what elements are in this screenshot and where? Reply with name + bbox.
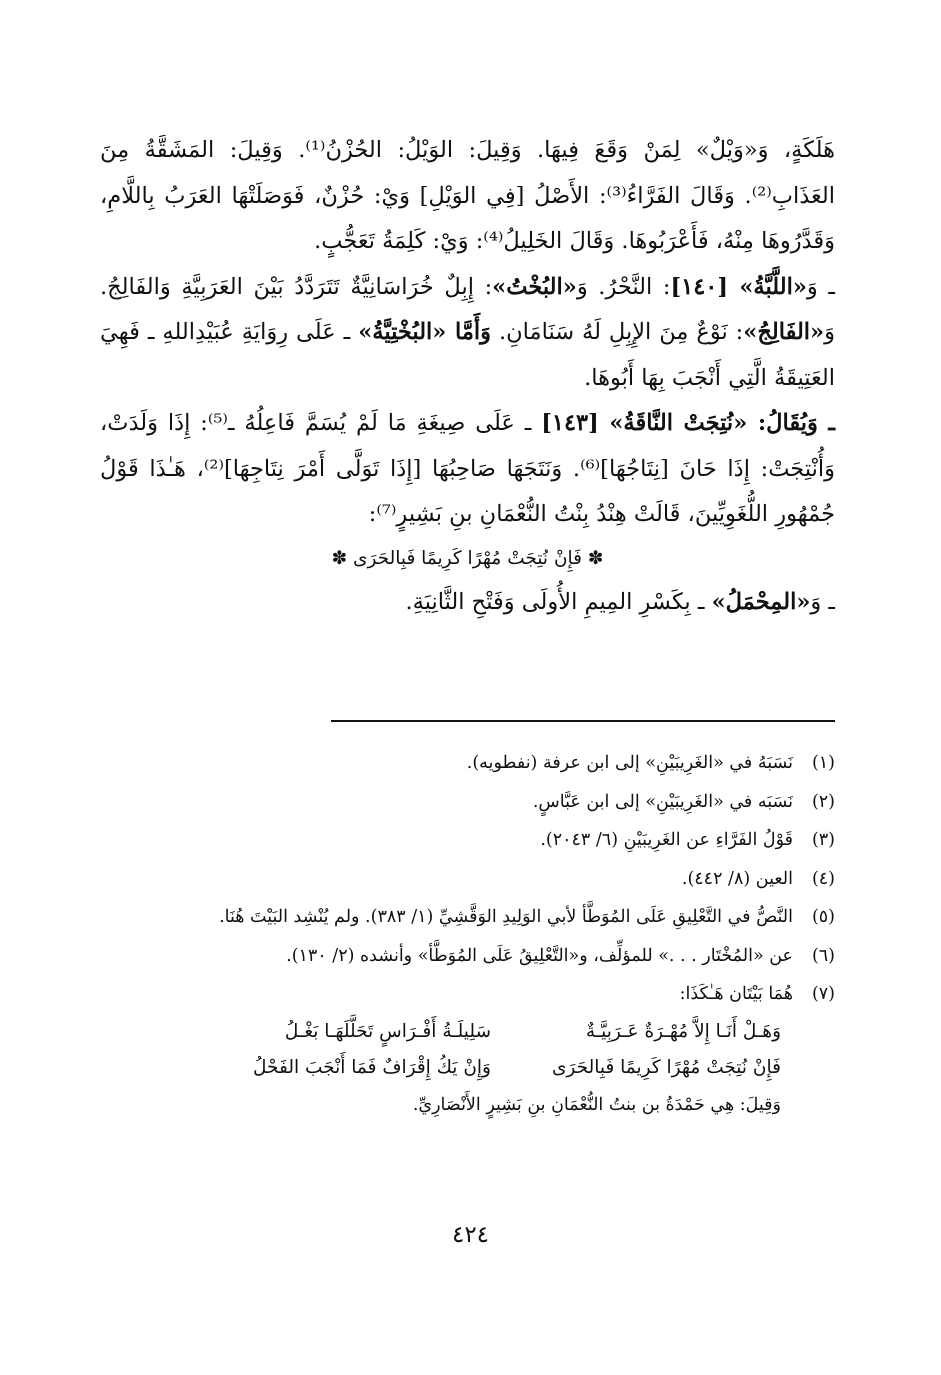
footnote-text: عن «المُخْتَار . . .» للمؤلِّف، و«التَّعْلِيقُ عَلَى المُوَطَّأ» وأنشده (٢/ ١٣٠). xyxy=(286,945,793,966)
poem-first-hemistich: وَهَـلْ أَنَـا إِلاَّ مُهْـرَةٌ عَـرَبِيَّـةٌ xyxy=(585,1020,781,1042)
paragraph-allabbah xyxy=(100,265,835,402)
paragraph-almihmal xyxy=(100,580,835,626)
entry-term-allabbah: «اللَّبَّةُ» xyxy=(739,273,807,300)
footnote-text: العين (٨/ ٤٤٢). xyxy=(681,868,793,889)
paragraph-intro: ـ وَيُقَالُ: xyxy=(747,410,835,436)
footnotes xyxy=(120,744,835,1124)
footnote-text: هُمَا بَيْتَان هَـٰكَذَا: xyxy=(679,984,793,1004)
main-text xyxy=(100,128,835,625)
definition-text: : إِبِلٌ خُرَاسَانِيَّةٌ تَتَرَدَّدُ بَيْنَ العَرَبِيَّةِ وَالفَالِجُ. وَ xyxy=(100,273,835,345)
footnote xyxy=(120,937,835,976)
verse-quote: ✽ فَإِنْ نُتِجَتْ مُهْرًا كَرِيمًا فَبِالحَرَى ✽ xyxy=(331,547,604,569)
paragraph-intro: ـ وَ xyxy=(810,588,835,615)
footnote-text: قَوْلُ الفَرَّاءِ عن الغَرِيبَيْنِ (٦/ ٢٠٤٣). xyxy=(540,830,793,850)
footnote-number: (١) xyxy=(811,753,835,773)
footnote-number: (٦) xyxy=(811,945,835,966)
footnote-number: (٥) xyxy=(811,907,835,927)
footnote-text: نَسَبَه في «الغَرِيبَيْنِ» إلى ابن عَبَّاسٍ. xyxy=(532,791,793,812)
definition-text: ـ عَلَى رِوَايَةِ عُبَيْدِاللهِ ـ فَهِيَ العَتِيقَةُ الَّتِي أَنْجَبَ بِهَا أَبُوهَا. xyxy=(100,319,835,391)
entry-term-albukhtiyyah: وَأَمَّا «البُخْتِيَّةُ» xyxy=(358,319,492,345)
entry-term-nutijat: «نُتِجَتْ النَّاقَةُ» [١٤٣] xyxy=(541,410,748,436)
definition-text: ـ بِكَسْرِ المِيمِ الأُولَى وَفَتْحِ الثَّانِيَةِ. xyxy=(405,588,712,615)
footnote-number: (٣) xyxy=(811,830,835,850)
footnote xyxy=(120,898,835,937)
poem-line xyxy=(120,1050,781,1086)
definition-text: : نَوْعٌ مِنَ الإِبِلِ لَهُ سَنَامَانِ. xyxy=(491,319,744,345)
poem-line xyxy=(120,1014,781,1050)
paragraph-intro: ـ وَ xyxy=(806,273,835,300)
footnote xyxy=(120,975,835,1014)
footnote xyxy=(120,744,835,783)
entry-number: [١٤٠] xyxy=(670,273,740,300)
paragraph-waylun: هَلَكَةٍ، وَ«وَيْلٌ» لِمَنْ وَقَعَ فِيهَا. وَقِيلَ: الوَيْلُ: الحُزْنُ⁽¹⁾. وَقِيلَ: المَشَقَّةُ مِنَ العَذَابِ⁽²⁾. وَقَالَ الفَرَّاءُ⁽³⁾: الأَصْلُ [فِي الوَيْلِ] وَيْ: حُزْنٌ، فَوَصَلَتْهَا العَرَبُ بِاللَّامِ، وَقَدَّرُوهَا مِنْهُ، فَأَعْرَبُوهَا. وَقَالَ الخَلِيلُ⁽⁴⁾: وَيْ: كَلِمَةُ تَعَجُّبٍ. xyxy=(100,137,835,254)
entry-term-almihmal: «المِحْمَلُ» xyxy=(711,588,811,615)
entry-term-alfalij: «الفَالِجُ» xyxy=(743,319,825,345)
definition-text: : النَّحْرُ. وَ xyxy=(576,273,671,300)
definition-text: ـ عَلَى صِيغَةِ مَا لَمْ يُسَمَّ فَاعِلُهُ ـ⁽⁵⁾: إِذَا وَلَدَتْ، وَأُنْتِجَتْ: إِذَا حَانَ [نِتَاجُهَا]⁽⁶⁾. وَنَتَجَهَا صَاحِبُهَا [إِذَا تَوَلَّى أَمْرَ نِتَاجِهَا]⁽²⁾، هَـٰذَا قَوْلُ جُمْهُورِ اللُّغَوِيِّينَ، قَالَتْ هِنْدُ بِنْتُ النُّعْمَانِ بنِ بَشِيرٍ⁽⁷⁾: xyxy=(100,410,835,527)
poem-second-hemistich: سَلِيلَـةُ أَفْـرَاسٍ تَحَلَّلَهَـا بَغْـلُ xyxy=(284,1020,491,1042)
entry-term-albukht: «البُخْتُ» xyxy=(492,273,577,300)
poem-second-hemistich: وَإِنْ يَكُ إِقْرَافٌ فَمَا أَنْجَبَ الفَحْلُ xyxy=(253,1056,491,1078)
poem-first-hemistich: فَإِنْ نُتِجَتْ مُهْرًا كَرِيمًا فَبِالحَرَى xyxy=(551,1056,781,1078)
footnote-number: (٤) xyxy=(811,868,835,889)
footnote xyxy=(120,783,835,822)
footnote xyxy=(120,860,835,899)
footnote-number: (٢) xyxy=(811,791,835,812)
footnote-text: النَّصُّ في التَّعْلِيقِ عَلَى المُوَطَّأ لأبي الوَلِيدِ الوَقَّشِيِّ (١/ ٣٨٣). ولم يُنْشِد البَيْتَ هُنَا. xyxy=(219,907,793,927)
footnote-number: (٧) xyxy=(811,984,835,1004)
page-number: ٤٢٤ xyxy=(451,1222,490,1248)
footnote xyxy=(120,821,835,860)
footnote-poem-attribution: وَقِيلَ: هِي حَمْدَةُ بن بنتُ النُّعْمَانِ بنِ بَشِيرٍ الأَنْصَارِيِّ. xyxy=(412,1094,781,1115)
footnote-text: نَسَبَهُ في «الغَرِيبَيْنِ» إلى ابن عرفة (نفطويه). xyxy=(466,753,793,773)
footnote-separator xyxy=(331,720,835,722)
paragraph-nutijat xyxy=(100,401,835,538)
footnote-poem xyxy=(120,1014,781,1086)
